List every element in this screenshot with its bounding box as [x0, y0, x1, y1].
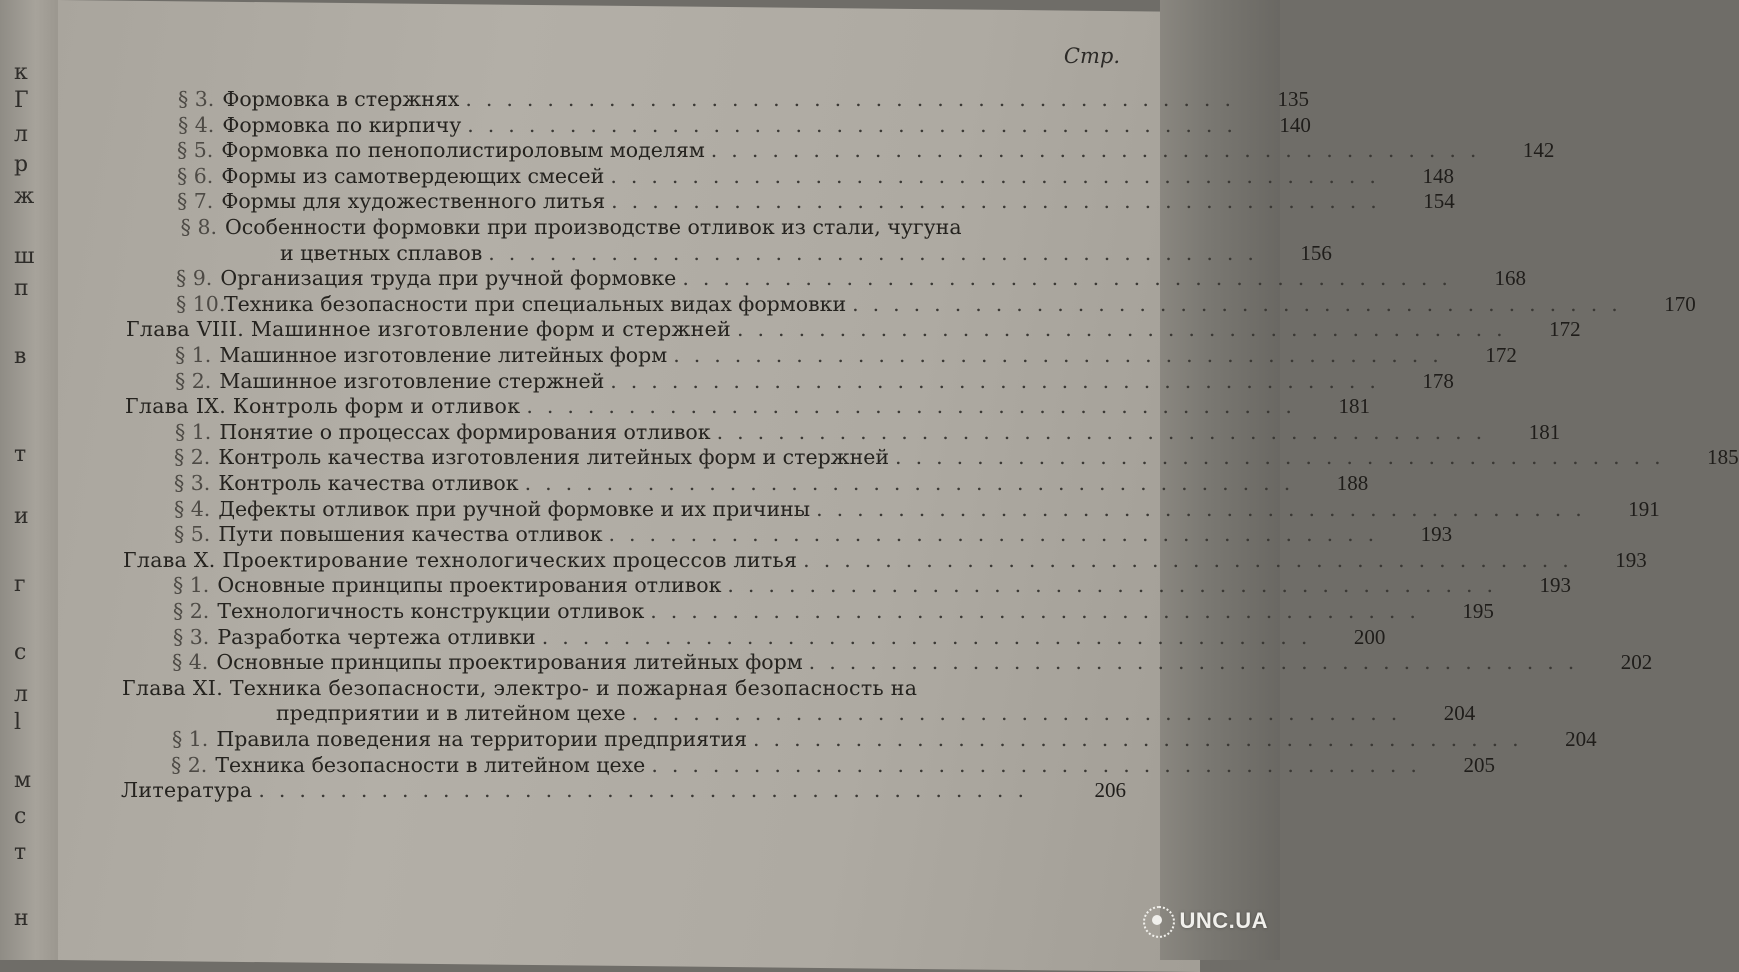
toc-page-number: 172: [1549, 317, 1581, 342]
toc-title: Формовка по пенополистироловым моделям: [221, 138, 705, 163]
toc-title: Литература: [121, 778, 253, 803]
toc-page-number: 178: [1422, 368, 1454, 393]
toc-title: Машинное изготовление литейных форм: [219, 343, 668, 367]
toc-section-row: [177, 188, 1455, 214]
left-page-letter: в: [14, 344, 27, 369]
toc-page-number: 172: [1485, 343, 1517, 367]
left-page-letter: с: [14, 640, 27, 665]
toc-page-number: 202: [1620, 650, 1653, 675]
toc-title: Глава VIII. Машинное изготовление форм и стержней: [126, 317, 732, 342]
toc-section-number: § 8.: [180, 215, 217, 239]
toc-section-row: [173, 572, 1572, 598]
toc-page-number: 135: [1277, 87, 1309, 111]
toc-page-number: 148: [1422, 163, 1454, 188]
toc-page-number: 193: [1420, 522, 1453, 547]
toc-chapter-row: [121, 777, 1126, 803]
toc-dot-leader: ......................................: [610, 163, 1390, 188]
toc-section-number: § 4.: [172, 650, 209, 675]
toc-page-number: 200: [1353, 624, 1386, 649]
left-page-letter: ж: [14, 184, 35, 209]
left-page-letter: п: [14, 276, 29, 301]
toc-dot-leader: ......................................: [816, 496, 1596, 521]
toc-dot-leader: ......................................: [467, 112, 1247, 137]
toc-section-number: § 2.: [174, 445, 211, 470]
toc-dot-leader: ......................................: [673, 343, 1453, 367]
toc-title: Формы из самотвердеющих смесей: [221, 163, 605, 188]
toc-section-number: § 4.: [174, 496, 211, 521]
left-page-letter: г: [14, 572, 26, 597]
toc-dot-leader: ......................................: [753, 727, 1533, 751]
toc-page-number: 193: [1539, 573, 1572, 598]
toc-section-row: [172, 726, 1597, 752]
toc-title: Разработка чертежа отливки: [217, 624, 536, 649]
watermark-text: UNC.UA: [1179, 907, 1268, 933]
toc-title: Организация труда при ручной формовке: [220, 266, 677, 291]
toc-section-number: § 1.: [175, 419, 212, 444]
toc-chapter-row: [122, 675, 1126, 701]
toc-title: Контроль качества изготовления литейных форм и стержней: [218, 445, 890, 470]
toc-page-number: 168: [1494, 266, 1526, 291]
toc-page-number: 181: [1338, 394, 1370, 419]
left-page-letter: т: [14, 442, 27, 467]
left-page-letter: к: [14, 60, 28, 85]
left-page-letter: l: [14, 710, 22, 735]
toc-page-number: 204: [1443, 701, 1476, 726]
toc-dot-leader: ......................................: [488, 240, 1268, 265]
toc-section-number: § 2.: [173, 599, 210, 623]
toc-section-row: [173, 598, 1494, 624]
toc-section-number: § 6.: [177, 163, 214, 188]
toc-continuation-row: [276, 700, 1476, 726]
toc-section-row: [176, 265, 1526, 291]
toc-title: и цветных сплавов: [280, 240, 483, 265]
toc-dot-leader: ......................................: [650, 599, 1430, 623]
toc-dot-leader: ......................................: [682, 266, 1462, 291]
toc-page-number: 205: [1463, 752, 1495, 777]
toc-page-number: 191: [1628, 496, 1660, 521]
toc-page-number: 204: [1565, 727, 1597, 751]
toc-title: Формовка по кирпичу: [222, 112, 462, 137]
toc-section-row: [172, 649, 1653, 675]
left-page-letter: н: [14, 906, 29, 931]
toc-dot-leader: ......................................: [608, 522, 1389, 547]
toc-section-number: § 3.: [174, 471, 211, 495]
left-page-letter: л: [14, 682, 28, 707]
left-page-letter: и: [14, 504, 29, 529]
toc-dot-leader: ......................................: [611, 189, 1391, 214]
toc-page-number: 154: [1423, 189, 1455, 214]
toc-dot-leader: ......................................: [541, 624, 1322, 649]
toc-section-number: § 1.: [175, 343, 212, 367]
toc-section-number: § 2.: [175, 368, 212, 393]
toc-title: Пути повышения качества отливок: [218, 522, 603, 547]
toc-section-row: [171, 752, 1495, 778]
toc-title: Глава IX. Контроль форм и отливок: [125, 394, 521, 419]
toc-section-row: [175, 368, 1454, 394]
toc-title: Формовка в стержнях: [222, 87, 460, 111]
toc-section-row: [174, 496, 1660, 522]
left-page-letter: т: [14, 840, 27, 865]
toc-dot-leader: ......................................: [727, 573, 1508, 598]
left-page-letter: Г: [14, 88, 29, 113]
toc-title: Машинное изготовление стержней: [219, 368, 605, 393]
toc-title: Особенности формовки при производстве отливок из стали, чугуна: [225, 215, 962, 239]
toc-dot-leader: ......................................: [465, 87, 1245, 111]
toc-title: Глава XI. Техника безопасности, электро- и пожарная безопасность на: [122, 675, 918, 700]
toc-page-number: 195: [1462, 599, 1494, 623]
toc-page-number: 181: [1528, 419, 1561, 444]
toc-section-number: § 7.: [177, 189, 214, 214]
toc-title: Глава X. Проектирование технологических процессов литья: [123, 547, 798, 572]
left-page-letter: ш: [14, 244, 35, 269]
toc-section-number: § 10.: [176, 291, 226, 316]
toc-section-row: [177, 214, 1125, 240]
toc-section-number: § 3.: [178, 87, 215, 111]
watermark-logo-icon: [1143, 906, 1175, 938]
toc-dot-leader: ......................................: [710, 138, 1491, 163]
toc-page-number: 142: [1522, 138, 1555, 163]
toc-section-row: [174, 470, 1369, 496]
toc-dot-leader: ......................................: [526, 394, 1306, 419]
page-column-label: Стр.: [1063, 44, 1120, 68]
toc-section-row: [177, 137, 1555, 163]
toc-page-number: 185: [1707, 445, 1739, 470]
toc-page-number: 206: [1094, 778, 1126, 803]
toc-title: Дефекты отливок при ручной формовке и их причины: [218, 496, 811, 521]
toc-dot-leader: ......................................: [803, 547, 1583, 572]
toc-continuation-row: [280, 240, 1332, 266]
toc-title: Техника безопасности при специальных видах формовки: [224, 291, 847, 316]
toc-dot-leader: ......................................: [808, 650, 1589, 675]
toc-section-number: § 4.: [178, 112, 215, 137]
toc-title: Основные принципы проектирования литейных форм: [216, 650, 803, 675]
toc-dot-leader: ......................................: [610, 368, 1390, 393]
toc-dot-leader: ......................................: [631, 701, 1412, 726]
toc-title: Правила поведения на территории предприятия: [216, 727, 748, 751]
toc-section-row: [176, 291, 1696, 317]
toc-section-number: § 5.: [177, 138, 214, 163]
left-page-letter: м: [14, 768, 32, 793]
toc-chapter-row: [125, 393, 1370, 419]
toc-page-number: 170: [1664, 291, 1696, 316]
watermark: [1143, 906, 1268, 938]
toc-section-row: [175, 342, 1517, 368]
toc-dot-leader: ......................................: [737, 317, 1517, 342]
toc-title: предприятии и в литейном цехе: [276, 701, 626, 726]
left-page-letter: л: [14, 122, 28, 147]
left-page-letter: с: [14, 804, 27, 829]
toc-title: Техника безопасности в литейном цехе: [215, 752, 646, 777]
toc-page-number: 188: [1336, 471, 1369, 495]
toc-section-row: [177, 163, 1454, 189]
toc-section-number: § 1.: [173, 573, 210, 598]
toc-section-row: [175, 419, 1561, 445]
toc-dot-leader: ......................................: [716, 419, 1497, 444]
toc-section-row: [174, 444, 1739, 470]
toc-title: Основные принципы проектирования отливок: [217, 573, 722, 598]
toc-title: Технологичность конструкции отливок: [217, 599, 645, 623]
toc-page-number: 140: [1279, 112, 1311, 137]
toc-section-number: § 2.: [171, 752, 208, 777]
toc-section-row: [178, 86, 1309, 112]
toc-section-number: § 9.: [176, 266, 213, 291]
left-page-letter: р: [14, 152, 29, 177]
toc-page-number: 156: [1300, 240, 1332, 265]
toc-section-number: § 5.: [174, 522, 211, 547]
toc-section-row: [178, 112, 1311, 138]
toc-section-number: § 3.: [173, 624, 210, 649]
toc-section-row: [174, 521, 1453, 547]
toc-chapter-row: [123, 547, 1647, 573]
toc-dot-leader: ......................................: [524, 471, 1305, 495]
toc-dot-leader: ......................................: [258, 778, 1038, 803]
toc-title: Формы для художественного литья: [221, 189, 606, 214]
toc-dot-leader: ......................................: [852, 291, 1632, 316]
toc-title: Контроль качества отливок: [218, 471, 519, 495]
toc-page-number: 193: [1615, 547, 1647, 572]
toc-section-number: § 1.: [172, 727, 209, 751]
toc-dot-leader: ......................................: [895, 445, 1675, 470]
toc-dot-leader: ......................................: [651, 752, 1431, 777]
toc-chapter-row: [126, 316, 1581, 342]
toc-section-row: [173, 624, 1386, 650]
toc-title: Понятие о процессах формирования отливок: [219, 419, 711, 444]
